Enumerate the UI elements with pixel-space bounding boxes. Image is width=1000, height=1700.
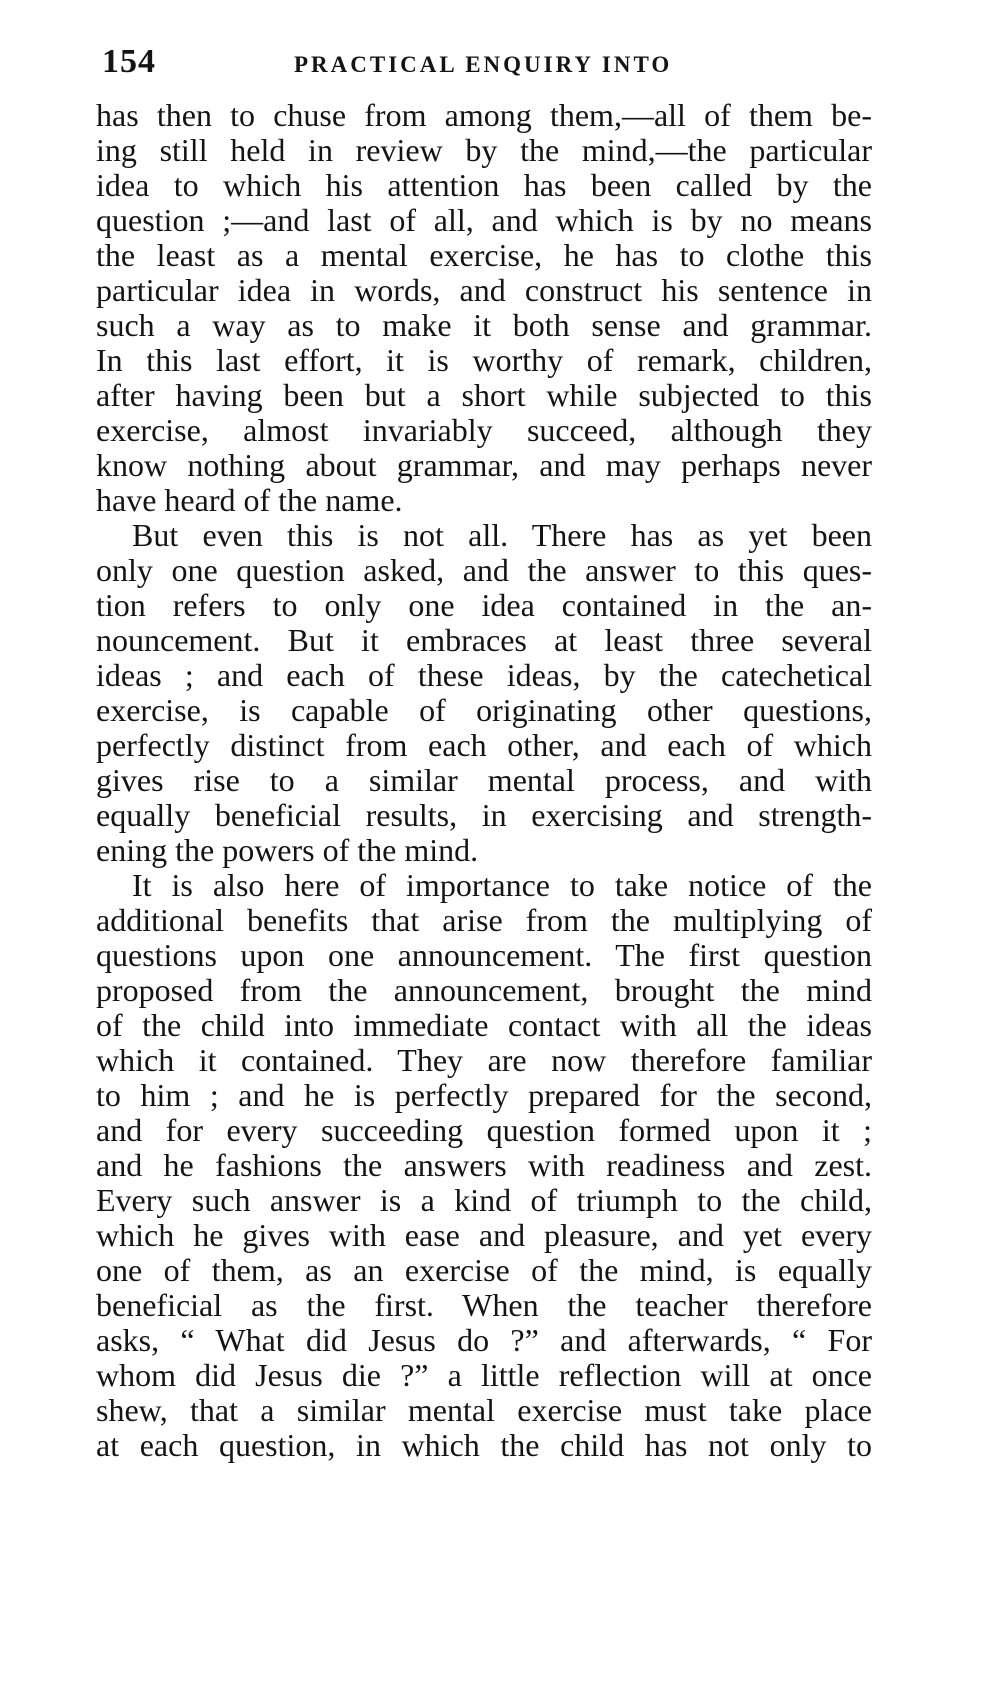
text-line: and he fashions the answers with readiness and zest. — [96, 1147, 872, 1183]
text-line: the least as a mental exercise, he has to clothe this — [96, 237, 872, 273]
body-text — [96, 98, 872, 1463]
text-line: nouncement. But it embraces at least three several — [96, 622, 872, 658]
text-line: which it contained. They are now therefore familiar — [96, 1042, 872, 1078]
text-line: such a way as to make it both sense and grammar. — [96, 307, 872, 343]
text-line: ing still held in review by the mind,—the particular — [96, 132, 872, 168]
text-line: gives rise to a similar mental process, and with — [96, 762, 872, 798]
text-line: know nothing about grammar, and may perhaps never — [96, 447, 872, 483]
text-line: exercise, is capable of originating other questions, — [96, 692, 872, 728]
text-line: But even this is not all. There has as yet been — [132, 517, 872, 553]
text-line: at each question, in which the child has not only to — [96, 1427, 872, 1463]
text-line: one of them, as an exercise of the mind, is equally — [96, 1252, 872, 1288]
text-line: perfectly distinct from each other, and each of which — [96, 727, 872, 763]
text-line: question ;—and last of all, and which is by no means — [96, 202, 872, 238]
text-line: ideas ; and each of these ideas, by the catechetical — [96, 657, 872, 693]
text-line: proposed from the announcement, brought the mind — [96, 972, 872, 1008]
running-title: PRACTICAL ENQUIRY INTO — [294, 52, 673, 77]
text-line: only one question asked, and the answer to this ques- — [96, 552, 872, 588]
page-header — [102, 42, 872, 82]
text-line: have heard of the name. — [96, 482, 403, 518]
text-line: after having been but a short while subjected to this — [96, 377, 872, 413]
text-line: In this last effort, it is worthy of remark, children, — [96, 342, 872, 378]
text-line: asks, “ What did Jesus do ?” and afterwards, “ For — [96, 1322, 872, 1358]
text-line: idea to which his attention has been called by the — [96, 167, 872, 203]
text-line: beneficial as the first. When the teacher therefore — [96, 1287, 872, 1323]
text-line: equally beneficial results, in exercising and strength- — [96, 797, 872, 833]
text-line: tion refers to only one idea contained in the an- — [96, 587, 872, 623]
paragraph-2 — [96, 518, 872, 868]
text-line: has then to chuse from among them,—all of them be- — [96, 97, 872, 133]
text-line: questions upon one announcement. The first question — [96, 937, 872, 973]
text-line: of the child into immediate contact with all the ideas — [96, 1007, 872, 1043]
text-line: shew, that a similar mental exercise must take place — [96, 1392, 872, 1428]
text-line: ening the powers of the mind. — [96, 832, 479, 868]
paragraph-3 — [96, 868, 872, 1463]
text-line: whom did Jesus die ?” a little reflection will at once — [96, 1357, 872, 1393]
text-line: Every such answer is a kind of triumph to the child, — [96, 1182, 872, 1218]
paragraph-1 — [96, 98, 872, 518]
page-number: 154 — [102, 43, 156, 80]
text-line: to him ; and he is perfectly prepared for the second, — [96, 1077, 872, 1113]
text-line: and for every succeeding question formed upon it ; — [96, 1112, 872, 1148]
text-line: exercise, almost invariably succeed, although they — [96, 412, 872, 448]
text-line: additional benefits that arise from the multiplying of — [96, 902, 872, 938]
text-line: particular idea in words, and construct his sentence in — [96, 272, 872, 308]
text-line: It is also here of importance to take notice of the — [132, 867, 872, 903]
text-line: which he gives with ease and pleasure, and yet every — [96, 1217, 872, 1253]
